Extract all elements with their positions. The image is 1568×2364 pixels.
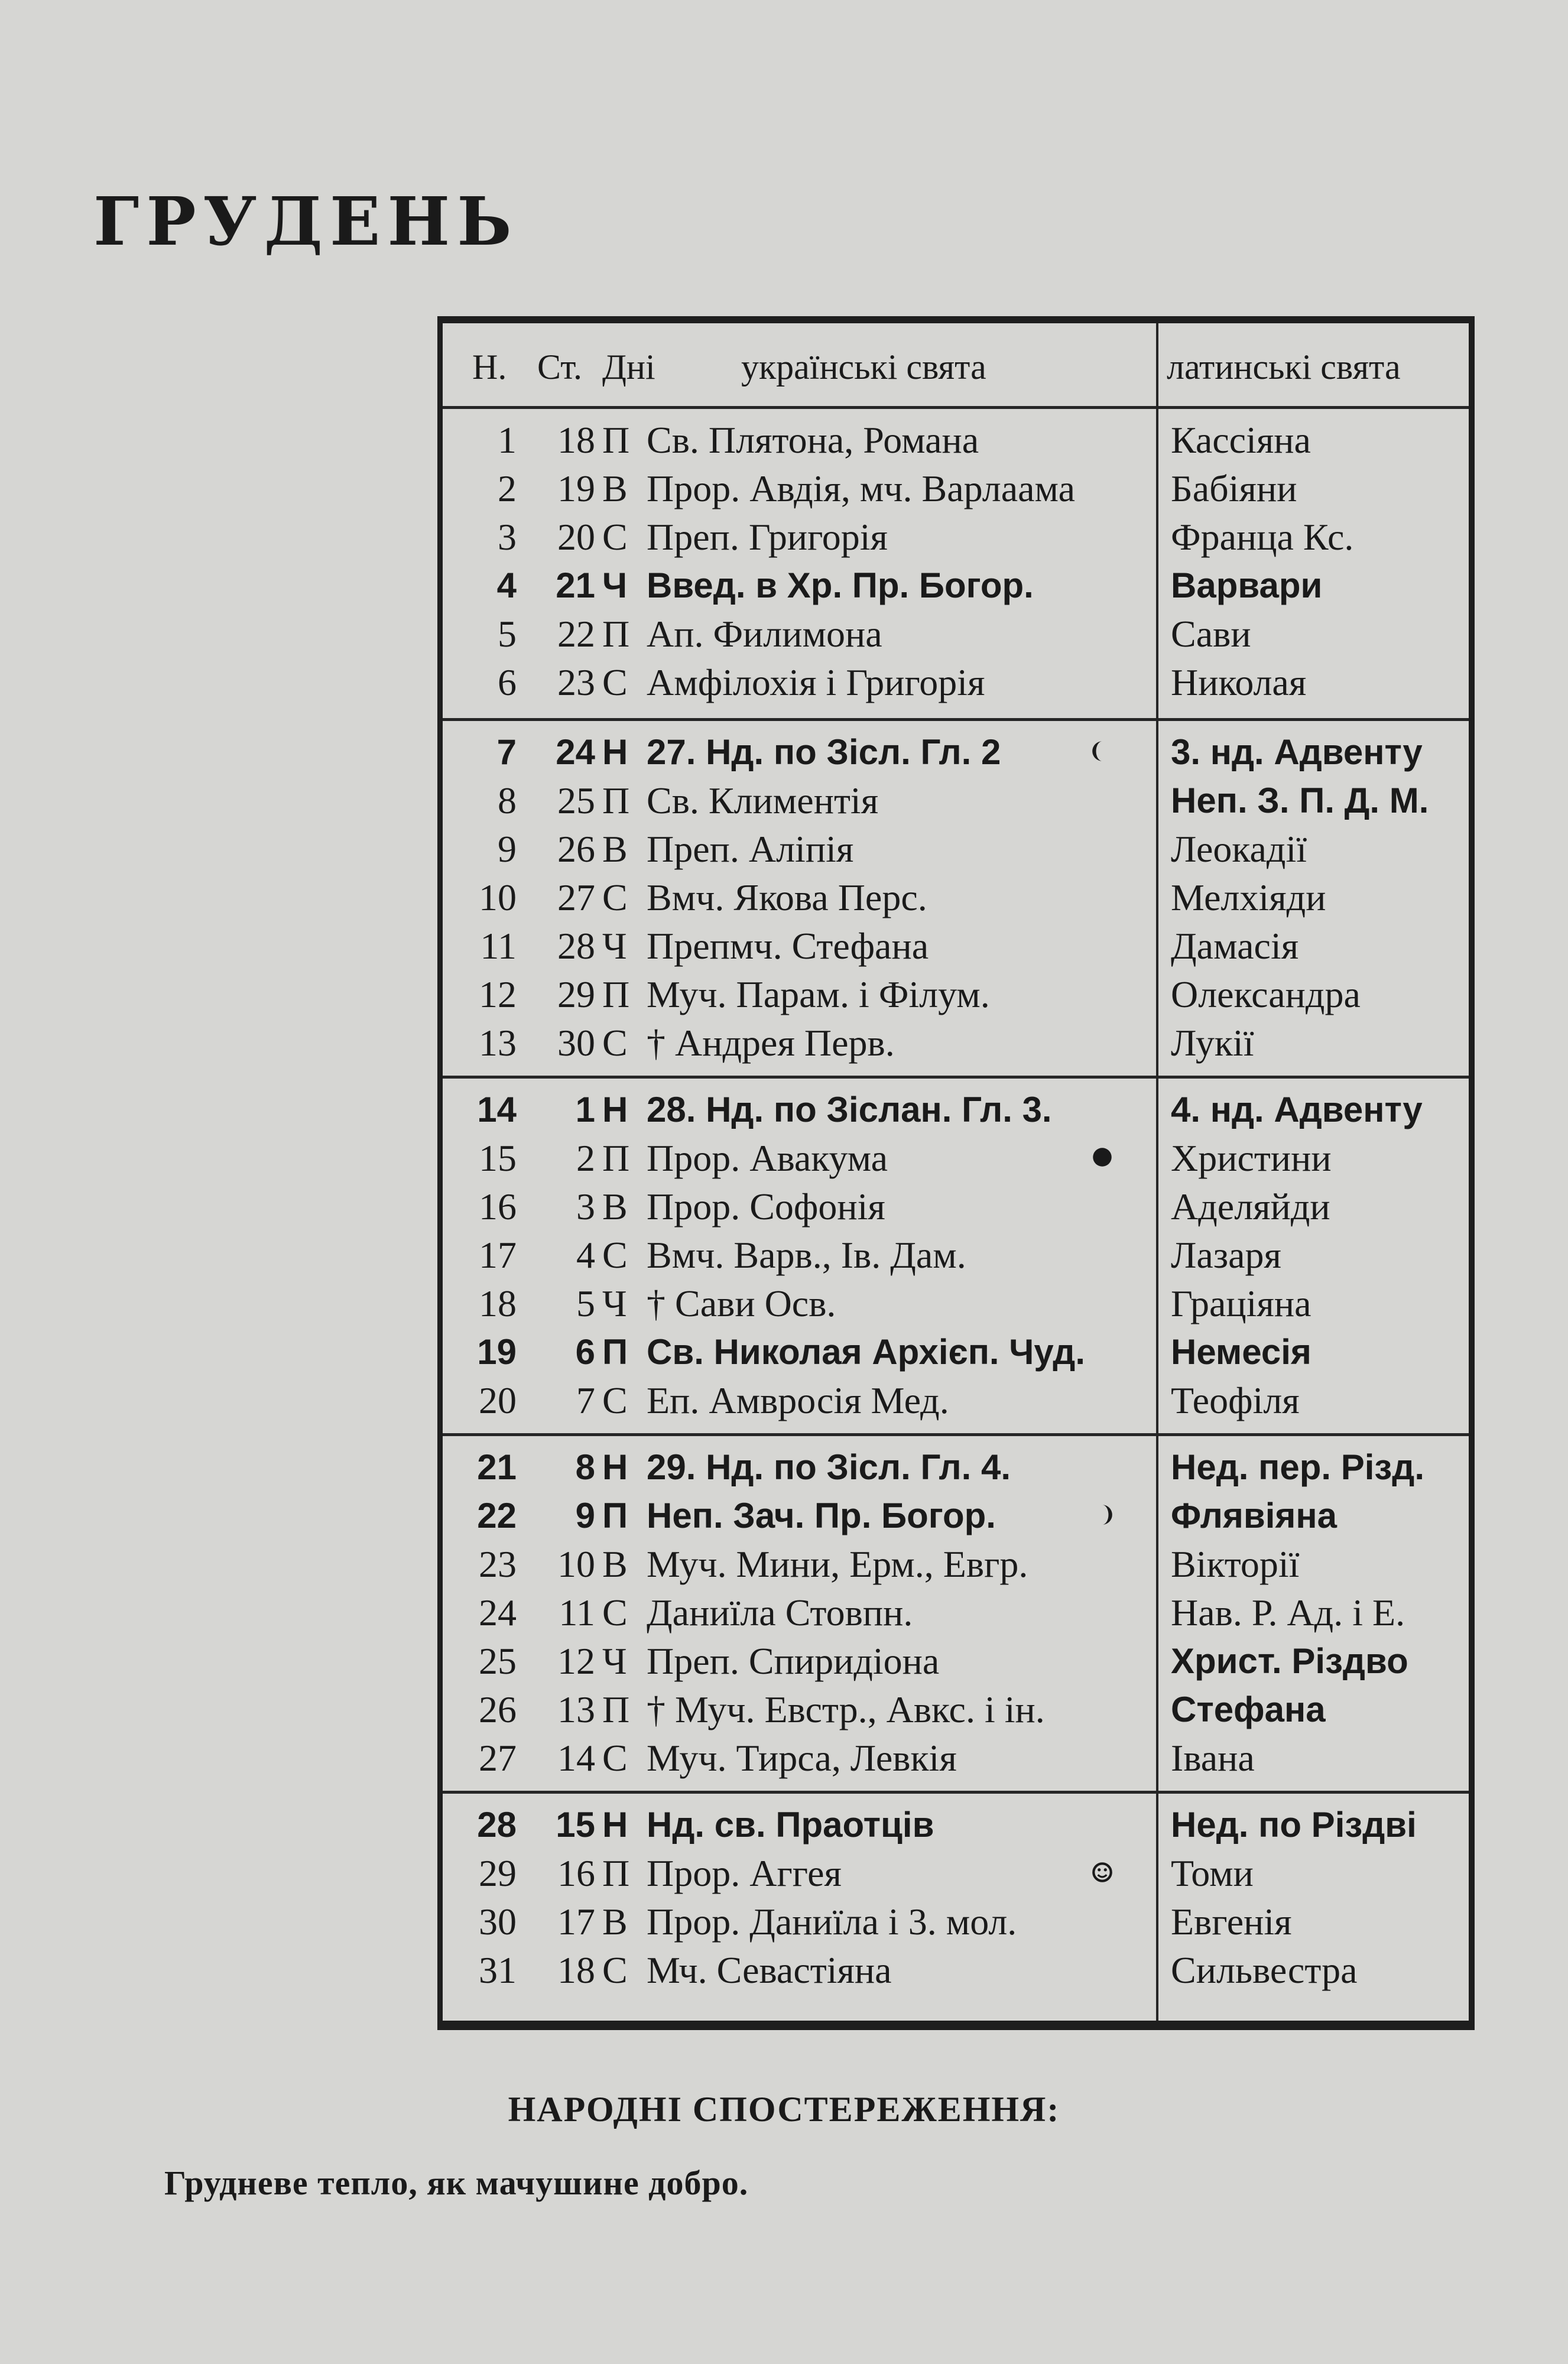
table-row [443, 513, 1469, 561]
header-days: Дні [602, 348, 655, 387]
table-row [443, 465, 1469, 513]
old-style-date: 25 [557, 780, 595, 821]
latin-holiday: Нав. Р. Ад. і Е. [1171, 1592, 1405, 1634]
old-style-date: 21 [556, 566, 595, 605]
old-style-date: 27 [557, 876, 595, 918]
ukrainian-holiday: Св. Плятона, Романа [647, 419, 979, 461]
weekday: С [602, 516, 628, 558]
weekday: С [602, 1379, 628, 1421]
table-row [443, 970, 1469, 1019]
first-quarter-icon [1090, 1502, 1115, 1527]
ukrainian-holiday: Еп. Амвросія Мед. [647, 1379, 949, 1421]
weekday: Н [602, 1090, 628, 1129]
weekday: С [602, 1592, 628, 1634]
new-style-date: 5 [498, 613, 517, 655]
table-row [443, 610, 1469, 658]
table-row [443, 1328, 1469, 1376]
latin-holiday: Нед. по Різдві [1171, 1805, 1417, 1845]
ukrainian-holiday: Даниїла Стовпн. [647, 1592, 913, 1634]
table-row [443, 1019, 1469, 1067]
ukrainian-holiday: Прор. Софонія [647, 1186, 885, 1228]
table-row [443, 1183, 1469, 1231]
page-title: ГРУДЕНЬ [93, 183, 519, 261]
ukrainian-holiday: Прор. Авакума [647, 1137, 888, 1179]
weekday: С [602, 661, 628, 703]
latin-holiday: Христ. Різдво [1171, 1641, 1408, 1681]
weekday: С [602, 1949, 628, 1991]
old-style-date: 29 [557, 973, 595, 1015]
weekday: П [602, 1332, 628, 1372]
table-row [443, 1376, 1469, 1425]
weekday: С [602, 1234, 628, 1276]
table-row [443, 1231, 1469, 1280]
latin-holiday: Бабіяни [1171, 467, 1297, 509]
table-row [443, 1734, 1469, 1782]
new-style-date: 29 [479, 1852, 517, 1894]
new-style-date: 4 [496, 566, 517, 605]
old-style-date: 24 [556, 732, 595, 772]
new-moon-icon [1090, 1145, 1115, 1170]
new-style-date: 2 [498, 467, 517, 509]
calendar-table [437, 316, 1475, 2030]
weekday: П [602, 1852, 630, 1894]
new-style-date: 3 [498, 516, 517, 558]
ukrainian-holiday: Ап. Филимона [647, 613, 882, 655]
header-new-style: Н. [472, 348, 507, 387]
header-old-style: Ст. [537, 348, 582, 387]
weekday: С [602, 1022, 628, 1064]
weekday: П [602, 1496, 628, 1535]
old-style-date: 1 [575, 1090, 595, 1129]
week-block [443, 1433, 1469, 1791]
latin-holiday: Евгенія [1171, 1901, 1292, 1943]
table-row [443, 1492, 1469, 1540]
weekday: Ч [602, 1640, 627, 1682]
weekday: Ч [602, 1282, 627, 1324]
new-style-date: 24 [479, 1592, 517, 1634]
ukrainian-holiday: † Андрея Перв. [647, 1022, 895, 1064]
table-row [443, 922, 1469, 970]
observations-title: НАРОДНІ СПОСТЕРЕЖЕННЯ: [508, 2090, 1060, 2129]
new-style-date: 11 [480, 925, 517, 967]
latin-holiday: Нед. пер. Різд. [1171, 1447, 1424, 1487]
latin-holiday: Франца Кс. [1171, 516, 1354, 558]
new-style-date: 20 [479, 1379, 517, 1421]
old-style-date: 17 [557, 1901, 595, 1943]
observations-text: Грудневе тепло, як мачушине добро. [164, 2164, 749, 2202]
weekday: П [602, 419, 630, 461]
old-style-date: 6 [575, 1332, 595, 1372]
ukrainian-holiday: † Сави Осв. [647, 1282, 836, 1324]
table-row [443, 1086, 1469, 1134]
weekday: С [602, 876, 628, 918]
ukrainian-holiday: Введ. в Хр. Пр. Богор. [647, 566, 1034, 605]
latin-holiday: Флявіяна [1171, 1496, 1337, 1535]
last-quarter-icon [1090, 739, 1115, 764]
old-style-date: 23 [557, 661, 595, 703]
weekday: Н [602, 732, 628, 772]
table-header [443, 323, 1469, 409]
table-row [443, 1134, 1469, 1183]
new-style-date: 13 [479, 1022, 517, 1064]
new-style-date: 19 [477, 1332, 517, 1372]
table-row [443, 416, 1469, 465]
table-row [443, 1589, 1469, 1637]
ukrainian-holiday: Нд. св. Праотців [647, 1805, 934, 1845]
old-style-date: 2 [576, 1137, 595, 1179]
new-style-date: 9 [498, 828, 517, 870]
old-style-date: 18 [557, 419, 595, 461]
latin-holiday: Неп. З. П. Д. М. [1171, 781, 1429, 820]
new-style-date: 6 [498, 661, 517, 703]
weekday: Ч [602, 566, 628, 605]
table-row [443, 1280, 1469, 1328]
old-style-date: 30 [557, 1022, 595, 1064]
ukrainian-holiday: Вмч. Якова Перс. [647, 876, 927, 918]
new-style-date: 23 [479, 1543, 517, 1585]
ukrainian-holiday: Вмч. Варв., Ів. Дам. [647, 1234, 966, 1276]
table-row [443, 1946, 1469, 1995]
old-style-date: 15 [556, 1805, 595, 1845]
latin-holiday: Николая [1171, 661, 1307, 703]
week-block [443, 409, 1469, 715]
table-row [443, 561, 1469, 610]
new-style-date: 30 [479, 1901, 517, 1943]
weekday: В [602, 1186, 628, 1228]
ukrainian-holiday: Прор. Даниїла і 3. мол. [647, 1901, 1017, 1943]
old-style-date: 4 [576, 1234, 595, 1276]
latin-holiday: Вікторії [1171, 1543, 1300, 1585]
old-style-date: 20 [557, 516, 595, 558]
old-style-date: 3 [576, 1186, 595, 1228]
ukrainian-holiday: 28. Нд. по Зіслан. Гл. 3. [647, 1090, 1052, 1129]
full-moon-icon [1090, 1860, 1115, 1885]
ukrainian-holiday: Неп. Зач. Пр. Богор. [647, 1496, 996, 1535]
latin-holiday: 3. нд. Адвенту [1171, 732, 1423, 772]
weekday: П [602, 1688, 630, 1730]
old-style-date: 9 [575, 1496, 595, 1535]
old-style-date: 13 [557, 1688, 595, 1730]
old-style-date: 16 [557, 1852, 595, 1894]
latin-holiday: Дамасія [1171, 925, 1299, 967]
old-style-date: 7 [576, 1379, 595, 1421]
latin-holiday: 4. нд. Адвенту [1171, 1090, 1423, 1129]
week-block [443, 718, 1469, 1076]
table-row [443, 873, 1469, 922]
table-row [443, 1540, 1469, 1589]
new-style-date: 15 [479, 1137, 517, 1179]
week-block [443, 1076, 1469, 1433]
weekday: В [602, 467, 628, 509]
table-row [443, 777, 1469, 825]
new-style-date: 27 [479, 1737, 517, 1779]
new-style-date: 7 [496, 732, 517, 772]
latin-holiday: Аделяйди [1171, 1186, 1330, 1228]
table-row [443, 658, 1469, 707]
old-style-date: 19 [557, 467, 595, 509]
new-style-date: 22 [477, 1496, 517, 1535]
ukrainian-holiday: Препмч. Стефана [647, 925, 929, 967]
table-row [443, 1637, 1469, 1686]
latin-holiday: Івана [1171, 1737, 1255, 1779]
ukrainian-holiday: † Муч. Евстр., Авкс. і ін. [647, 1688, 1045, 1730]
table-row [443, 825, 1469, 873]
table-row [443, 1801, 1469, 1849]
weekday: П [602, 613, 630, 655]
latin-holiday: Теофіля [1171, 1379, 1300, 1421]
old-style-date: 10 [557, 1543, 595, 1585]
weekday: В [602, 1901, 628, 1943]
weekday: П [602, 1137, 630, 1179]
table-row [443, 1686, 1469, 1734]
latin-holiday: Сави [1171, 613, 1251, 655]
ukrainian-holiday: Амфілохія і Григорія [647, 661, 985, 703]
old-style-date: 22 [557, 613, 595, 655]
latin-holiday: Лукії [1171, 1022, 1254, 1064]
new-style-date: 25 [479, 1640, 517, 1682]
new-style-date: 8 [498, 780, 517, 821]
new-style-date: 12 [479, 973, 517, 1015]
latin-holiday: Немесія [1171, 1332, 1311, 1372]
weekday: В [602, 1543, 628, 1585]
table-row [443, 1443, 1469, 1492]
latin-holiday: Стефана [1171, 1690, 1326, 1729]
new-style-date: 26 [479, 1688, 517, 1730]
weekday: Ч [602, 925, 627, 967]
latin-holiday: Христини [1171, 1137, 1332, 1179]
ukrainian-holiday: Св. Климентія [647, 780, 879, 821]
new-style-date: 1 [498, 419, 517, 461]
weekday: П [602, 780, 630, 821]
latin-holiday: Сильвестра [1171, 1949, 1358, 1991]
new-style-date: 28 [477, 1805, 517, 1845]
ukrainian-holiday: Мч. Севастіяна [647, 1949, 892, 1991]
ukrainian-holiday: Муч. Мини, Ерм., Евгр. [647, 1543, 1028, 1585]
latin-holiday: Граціяна [1171, 1282, 1311, 1324]
old-style-date: 11 [559, 1592, 595, 1634]
latin-holiday: Леокадії [1171, 828, 1307, 870]
old-style-date: 18 [557, 1949, 595, 1991]
old-style-date: 26 [557, 828, 595, 870]
table-row [443, 1849, 1469, 1898]
new-style-date: 16 [479, 1186, 517, 1228]
old-style-date: 28 [557, 925, 595, 967]
ukrainian-holiday: Муч. Парам. і Філум. [647, 973, 990, 1015]
latin-holiday: Томи [1171, 1852, 1254, 1894]
new-style-date: 17 [479, 1234, 517, 1276]
header-latin-holidays: латинські свята [1167, 348, 1401, 387]
table-row [443, 1898, 1469, 1946]
header-ukrainian-holidays: українські свята [741, 348, 986, 387]
weekday: Н [602, 1805, 628, 1845]
week-block [443, 1791, 1469, 2003]
latin-holiday: Кассіяна [1171, 419, 1311, 461]
old-style-date: 8 [575, 1447, 595, 1487]
old-style-date: 5 [576, 1282, 595, 1324]
ukrainian-holiday: Св. Николая Архієп. Чуд. [647, 1332, 1086, 1372]
new-style-date: 21 [477, 1447, 517, 1487]
ukrainian-holiday: Муч. Тирса, Левкія [647, 1737, 957, 1779]
weekday: С [602, 1737, 628, 1779]
ukrainian-holiday: Преп. Аліпія [647, 828, 854, 870]
latin-holiday: Лазаря [1171, 1234, 1281, 1276]
ukrainian-holiday: Преп. Спиридіона [647, 1640, 940, 1682]
latin-holiday: Мелхіяди [1171, 876, 1326, 918]
latin-holiday: Олександра [1171, 973, 1361, 1015]
ukrainian-holiday: Преп. Григорія [647, 516, 888, 558]
ukrainian-holiday: 27. Нд. по Зісл. Гл. 2 [647, 732, 1001, 772]
weekday: П [602, 973, 630, 1015]
old-style-date: 14 [557, 1737, 595, 1779]
ukrainian-holiday: Прор. Аггея [647, 1852, 842, 1894]
weekday: В [602, 828, 628, 870]
new-style-date: 18 [479, 1282, 517, 1324]
old-style-date: 12 [557, 1640, 595, 1682]
ukrainian-holiday: Прор. Авдія, мч. Варлаама [647, 467, 1075, 509]
new-style-date: 10 [479, 876, 517, 918]
latin-holiday: Варвари [1171, 566, 1323, 605]
table-row [443, 728, 1469, 777]
new-style-date: 31 [479, 1949, 517, 1991]
new-style-date: 14 [477, 1090, 517, 1129]
weekday: Н [602, 1447, 628, 1487]
ukrainian-holiday: 29. Нд. по Зісл. Гл. 4. [647, 1447, 1011, 1487]
